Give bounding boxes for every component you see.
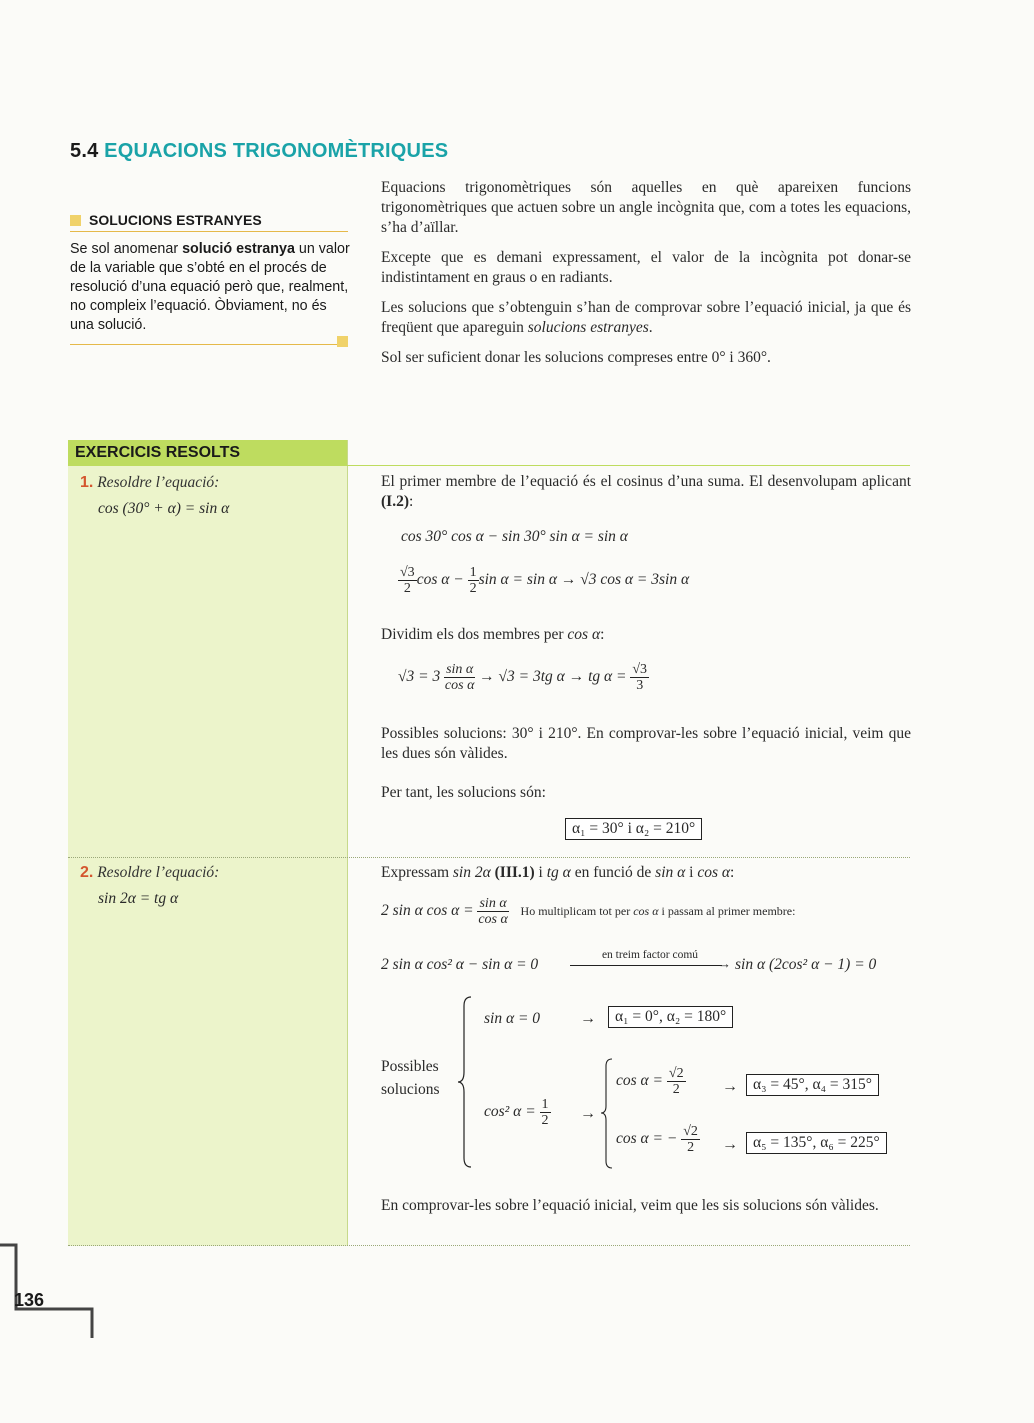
ex2-eq1-note: [521, 904, 796, 918]
square-bullet-icon: [70, 215, 81, 226]
frac-num: 1: [469, 565, 477, 580]
ex2-express-d: i: [685, 864, 698, 881]
ex2-case2-text: cos² α =: [484, 1103, 536, 1121]
sidebar-body: [70, 240, 350, 335]
frac-num: sin α: [446, 662, 474, 677]
sidebar-text-rest: un valor de la variable que s’obté en el procés de resolució d’una equació però que, realment, no compleix l’equació. Òbviament, no és una solució.: [70, 241, 350, 333]
frac-den: 2: [687, 1140, 695, 1155]
ex2-express-tg: tg α: [546, 864, 571, 881]
frac-num: √3: [632, 662, 648, 677]
section-title: [70, 140, 448, 163]
exercise-end-rule: [68, 1245, 910, 1246]
ex1-p1-end: :: [408, 493, 414, 510]
ex2-express-e: :: [730, 864, 735, 881]
ex2-sub2-text: cos α = −: [616, 1130, 678, 1148]
square-end-icon: [337, 336, 348, 347]
ex1-line2: [398, 565, 689, 596]
fraction: [398, 565, 417, 596]
sidebar-text: Se sol anomenar: [70, 241, 183, 257]
frac-num: 1: [541, 1097, 549, 1112]
frac-den: cos α: [478, 912, 508, 927]
intro-paragraph-2: Excepte que es demani expressament, el valor de la incògnita pot donar-se indistintament en graus o en radiants.: [381, 249, 911, 286]
frac-den: 2: [403, 581, 411, 596]
ex1-prompt: [80, 474, 219, 492]
ex1-divide-colon: :: [600, 626, 605, 643]
note-a: Ho multiplicam tot per: [520, 904, 634, 919]
intro-paragraph-4: Sol ser suficient donar les solucions compreses entre 0° i 360°.: [381, 349, 771, 366]
long-arrow-line: [570, 965, 722, 966]
exercises-heading: EXERCICIS RESOLTS: [68, 440, 347, 466]
frac-den: cos α: [444, 678, 475, 693]
ex2-express-b: i: [534, 864, 547, 881]
ex2-express: [381, 864, 734, 882]
section-number: 5.4: [70, 140, 99, 162]
ex2-sub2-result: α₅ = 135°, α₆ = 225°: [746, 1132, 887, 1154]
fraction: [468, 565, 479, 596]
note-cos: cos α: [633, 904, 659, 919]
ex2-prompt-text: Resoldre l’equació:: [97, 864, 220, 881]
ex2-sub1-text: cos α =: [616, 1072, 664, 1090]
arrow-right-icon: →: [722, 1136, 738, 1153]
ex1-number: 1.: [80, 474, 94, 491]
page-number: 136: [14, 1290, 45, 1310]
frac-den: 2: [469, 581, 477, 596]
ex1-line2-c: √3 cos α = 3sin α: [580, 571, 690, 589]
arrow-right-icon: →: [722, 1078, 738, 1095]
ex1-divide-expr: cos α: [567, 626, 601, 643]
frac-num: √3: [400, 565, 415, 580]
ex1-possible: Possibles solucions: 30° i 210°. En comprovar-les sobre l’equació inicial, veim que les dues són vàlides.: [381, 725, 911, 762]
fraction: [477, 896, 508, 927]
sidebar-heading-text: SOLUCIONS ESTRANYES: [89, 212, 262, 228]
frac-num: √2: [668, 1066, 684, 1081]
ex2-express-sin: sin α: [655, 864, 686, 881]
ex1-line3-a: √3 = 3: [398, 668, 441, 686]
intro-paragraph-1: Equacions trigonomètriques són aquelles en què apareixen funcions trigonomètriques que actuen sobre un angle incògnita que, com a totes les equacions, s’ha d’aïllar.: [381, 179, 911, 236]
ex1-result-box: α₁ = 30° i α₂ = 210°: [565, 818, 702, 840]
ex1-p1-ref: (I.2): [381, 493, 409, 510]
intro-paragraph-3: [381, 298, 911, 338]
intro-p3-em: solucions estranyes: [527, 319, 649, 336]
ex2-eq2-left: 2 sin α cos² α − sin α = 0: [381, 956, 539, 973]
ex2-express-a: Expressam: [381, 864, 453, 881]
ex1-line3: [398, 662, 649, 693]
ex2-sub1-result: α₃ = 45°, α₄ = 315°: [746, 1074, 879, 1096]
ex2-sub2: [616, 1124, 700, 1155]
ex1-divide-text: Dividim els dos membres per: [381, 626, 568, 643]
sidebar-heading: [70, 212, 348, 232]
ex2-case2: [484, 1097, 551, 1128]
ex2-arrow-label: en treim factor comú: [601, 949, 699, 961]
intro-p3-end: .: [648, 319, 653, 336]
ex1-paragraph: [381, 472, 911, 512]
fraction: [667, 1066, 686, 1097]
ex1-line1: cos 30° cos α − sin 30° sin α = sin α: [401, 528, 628, 545]
sidebar-term: solució estranya: [182, 241, 295, 257]
ex1-divide: [381, 626, 604, 644]
ex2-number: 2.: [80, 864, 94, 881]
left-brace-small-icon: [600, 1058, 614, 1170]
frac-num: √2: [683, 1124, 698, 1139]
ex1-therefore: Per tant, les solucions són:: [381, 784, 546, 801]
ex1-equation: cos (30° + α) = sin α: [98, 500, 230, 517]
note-b: i passam al primer membre:: [658, 904, 796, 919]
arrow-right-icon: →: [580, 1105, 596, 1122]
ex1-prompt-text: Resoldre l’equació:: [97, 474, 220, 491]
ex2-prompt: [80, 864, 219, 882]
ex2-express-sin2a: sin 2α: [452, 864, 491, 881]
ex2-conclusion: En comprovar-les sobre l’equació inicial, veim que les sis solucions són vàlides.: [381, 1197, 879, 1214]
ex2-express-c: en funció de: [570, 864, 656, 881]
fraction: [444, 662, 475, 693]
ex1-line3-b: → √3 = 3tg α → tg α =: [479, 668, 627, 686]
ex2-equation: sin 2α = tg α: [98, 890, 179, 907]
arrow-right-icon: →: [718, 956, 731, 971]
exercises-rule: [347, 465, 910, 466]
section-title-text: EQUACIONS TRIGONOMÈTRIQUES: [104, 140, 449, 162]
sidebar-divider: [70, 344, 348, 345]
ex2-case1-result: α₁ = 0°, α₂ = 180°: [608, 1006, 733, 1028]
ex2-express-ref: (III.1): [494, 864, 535, 881]
frac-num: sin α: [479, 896, 507, 911]
frac-den: 2: [672, 1082, 680, 1097]
frac-den: 2: [541, 1113, 549, 1128]
fraction: [540, 1097, 551, 1128]
ex2-eq2-right: sin α (2cos² α − 1) = 0: [735, 956, 877, 973]
left-brace-icon: [457, 996, 473, 1168]
ex2-case1: sin α = 0: [484, 1010, 541, 1027]
ex2-possible-label-2: solucions: [381, 1081, 440, 1098]
ex1-line2-b: sin α = sin α →: [478, 571, 581, 589]
arrow-right-icon: →: [580, 1010, 596, 1027]
ex2-sub1: [616, 1066, 686, 1097]
ex2-eq1: [381, 896, 795, 927]
ex1-p1-text: El primer membre de l’equació és el cosinus d’una suma. El desenvolupam aplicant: [381, 473, 911, 490]
ex1-line2-a: cos α −: [416, 571, 464, 589]
fraction: [630, 662, 649, 693]
fraction: [681, 1124, 700, 1155]
exercise-separator: [68, 857, 910, 858]
frac-den: 3: [636, 678, 644, 693]
ex2-eq1-a: 2 sin α cos α =: [381, 902, 474, 920]
ex2-possible-label-1: Possibles: [381, 1058, 439, 1075]
ex2-express-cos: cos α: [697, 864, 731, 881]
exercises-panel: [68, 440, 348, 1246]
intro-p3-text: Les solucions que s’obtenguin s’han de comprovar sobre l’equació inicial, ja que és freqüent que apareguin: [381, 299, 911, 336]
